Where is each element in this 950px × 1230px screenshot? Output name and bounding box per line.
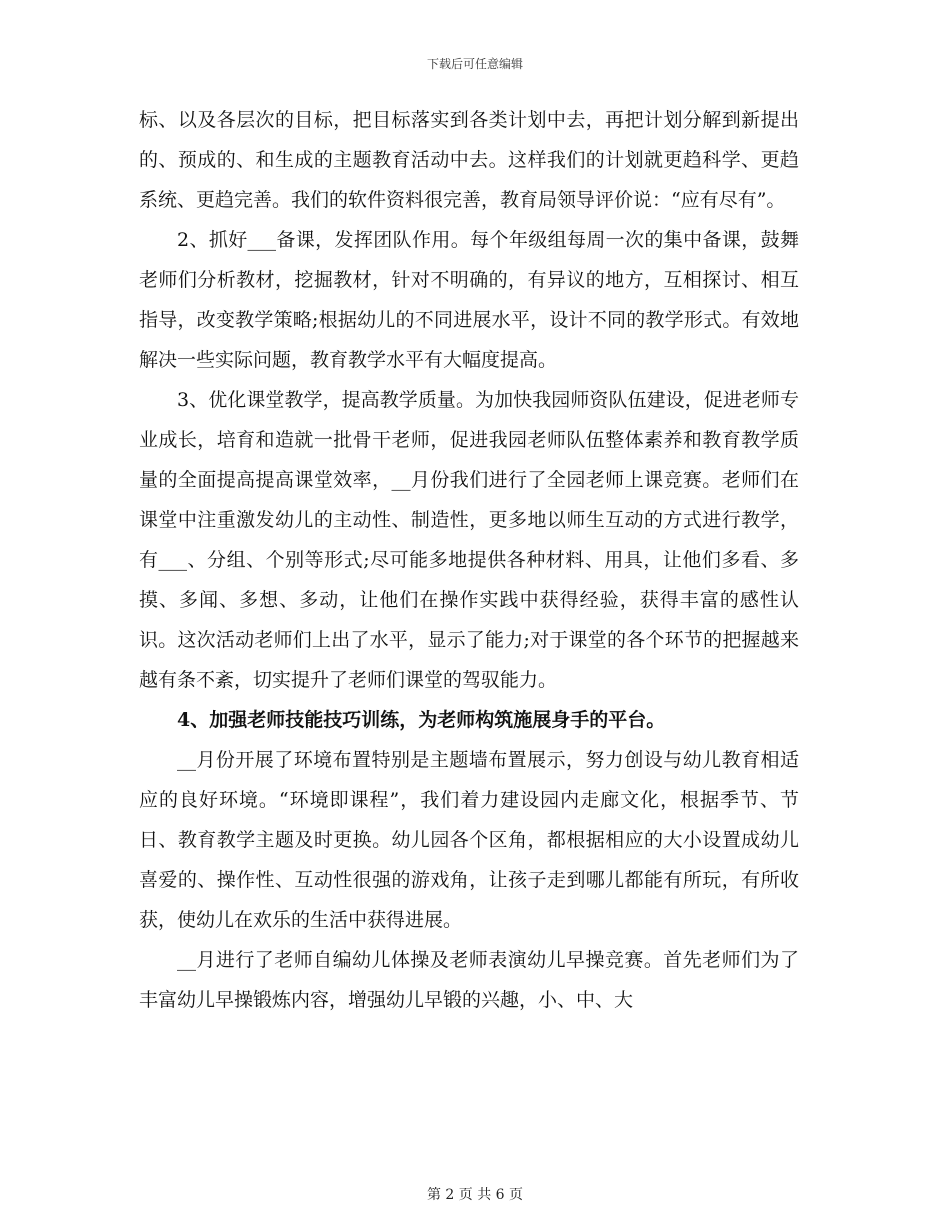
page-footer: 第 2 页 共 6 页 <box>426 1187 524 1203</box>
paragraph-item-3: 3、优化课堂教学，提高教学质量。为加快我园师资队伍建设，促进老师专业成长，培育和造就一批骨干老师，促进我园老师队伍整体素养和教育教学质量的全面提高提高课堂效率，__月份我们进行了全园老师上课竞赛。老师们在课堂中注重激发幼儿的主动性、制造性，更多地以师生互动的方式进行教学，有___、分组、个别等形式;尽可能多地提供各种材料、用具，让他们多看、多摸、多闻、多想、多动，让他们在操作实践中获得经验，获得丰富的感性认识。这次活动老师们上出了水平，显示了能力;对于课堂的各个环节的把握越来越有条不紊，切实提升了老师们课堂的驾驭能力。 <box>139 389 799 691</box>
section-heading-4: 4、加强老师技能技巧训练，为老师构筑施展身手的平台。 <box>177 709 666 731</box>
paragraph-continuation: 标、以及各层次的目标，把目标落实到各类计划中去，再把计划分解到新提出的、预成的、和生成的主题教育活动中去。这样我们的计划就更趋科学、更趋系统、更趋完善。我们的软件资料很完善，教育局领导评价说：“应有尽有”。 <box>139 109 799 211</box>
page-header: 下载后可任意编辑 <box>426 57 523 71</box>
paragraph-item-2: 2、抓好___备课，发挥团队作用。每个年级组每周一次的集中备课，鼓舞老师们分析教材，挖掘教材，针对不明确的，有异议的地方，互相探讨、相互指导，改变教学策略;根据幼儿的不同进展水平，设计不同的教学形式。有效地解决一些实际问题，教育教学水平有大幅度提高。 <box>139 229 799 371</box>
paragraph-exercise: __月进行了老师自编幼儿体操及老师表演幼儿早操竞赛。首先老师们为了丰富幼儿早操锻炼内容，增强幼儿早锻的兴趣，小、中、大 <box>139 949 799 1011</box>
document-body <box>139 100 799 1020</box>
paragraph-environment: __月份开展了环境布置特别是主题墙布置展示，努力创设与幼儿教育相适应的良好环境。“环境即课程”，我们着力建设园内走廊文化，根据季节、节日、教育教学主题及时更换。幼儿园各个区角，都根据相应的大小设置成幼儿喜爱的、操作性、互动性很强的游戏角，让孩子走到哪儿都能有所玩，有所收获，使幼儿在欢乐的生活中获得进展。 <box>139 749 799 931</box>
